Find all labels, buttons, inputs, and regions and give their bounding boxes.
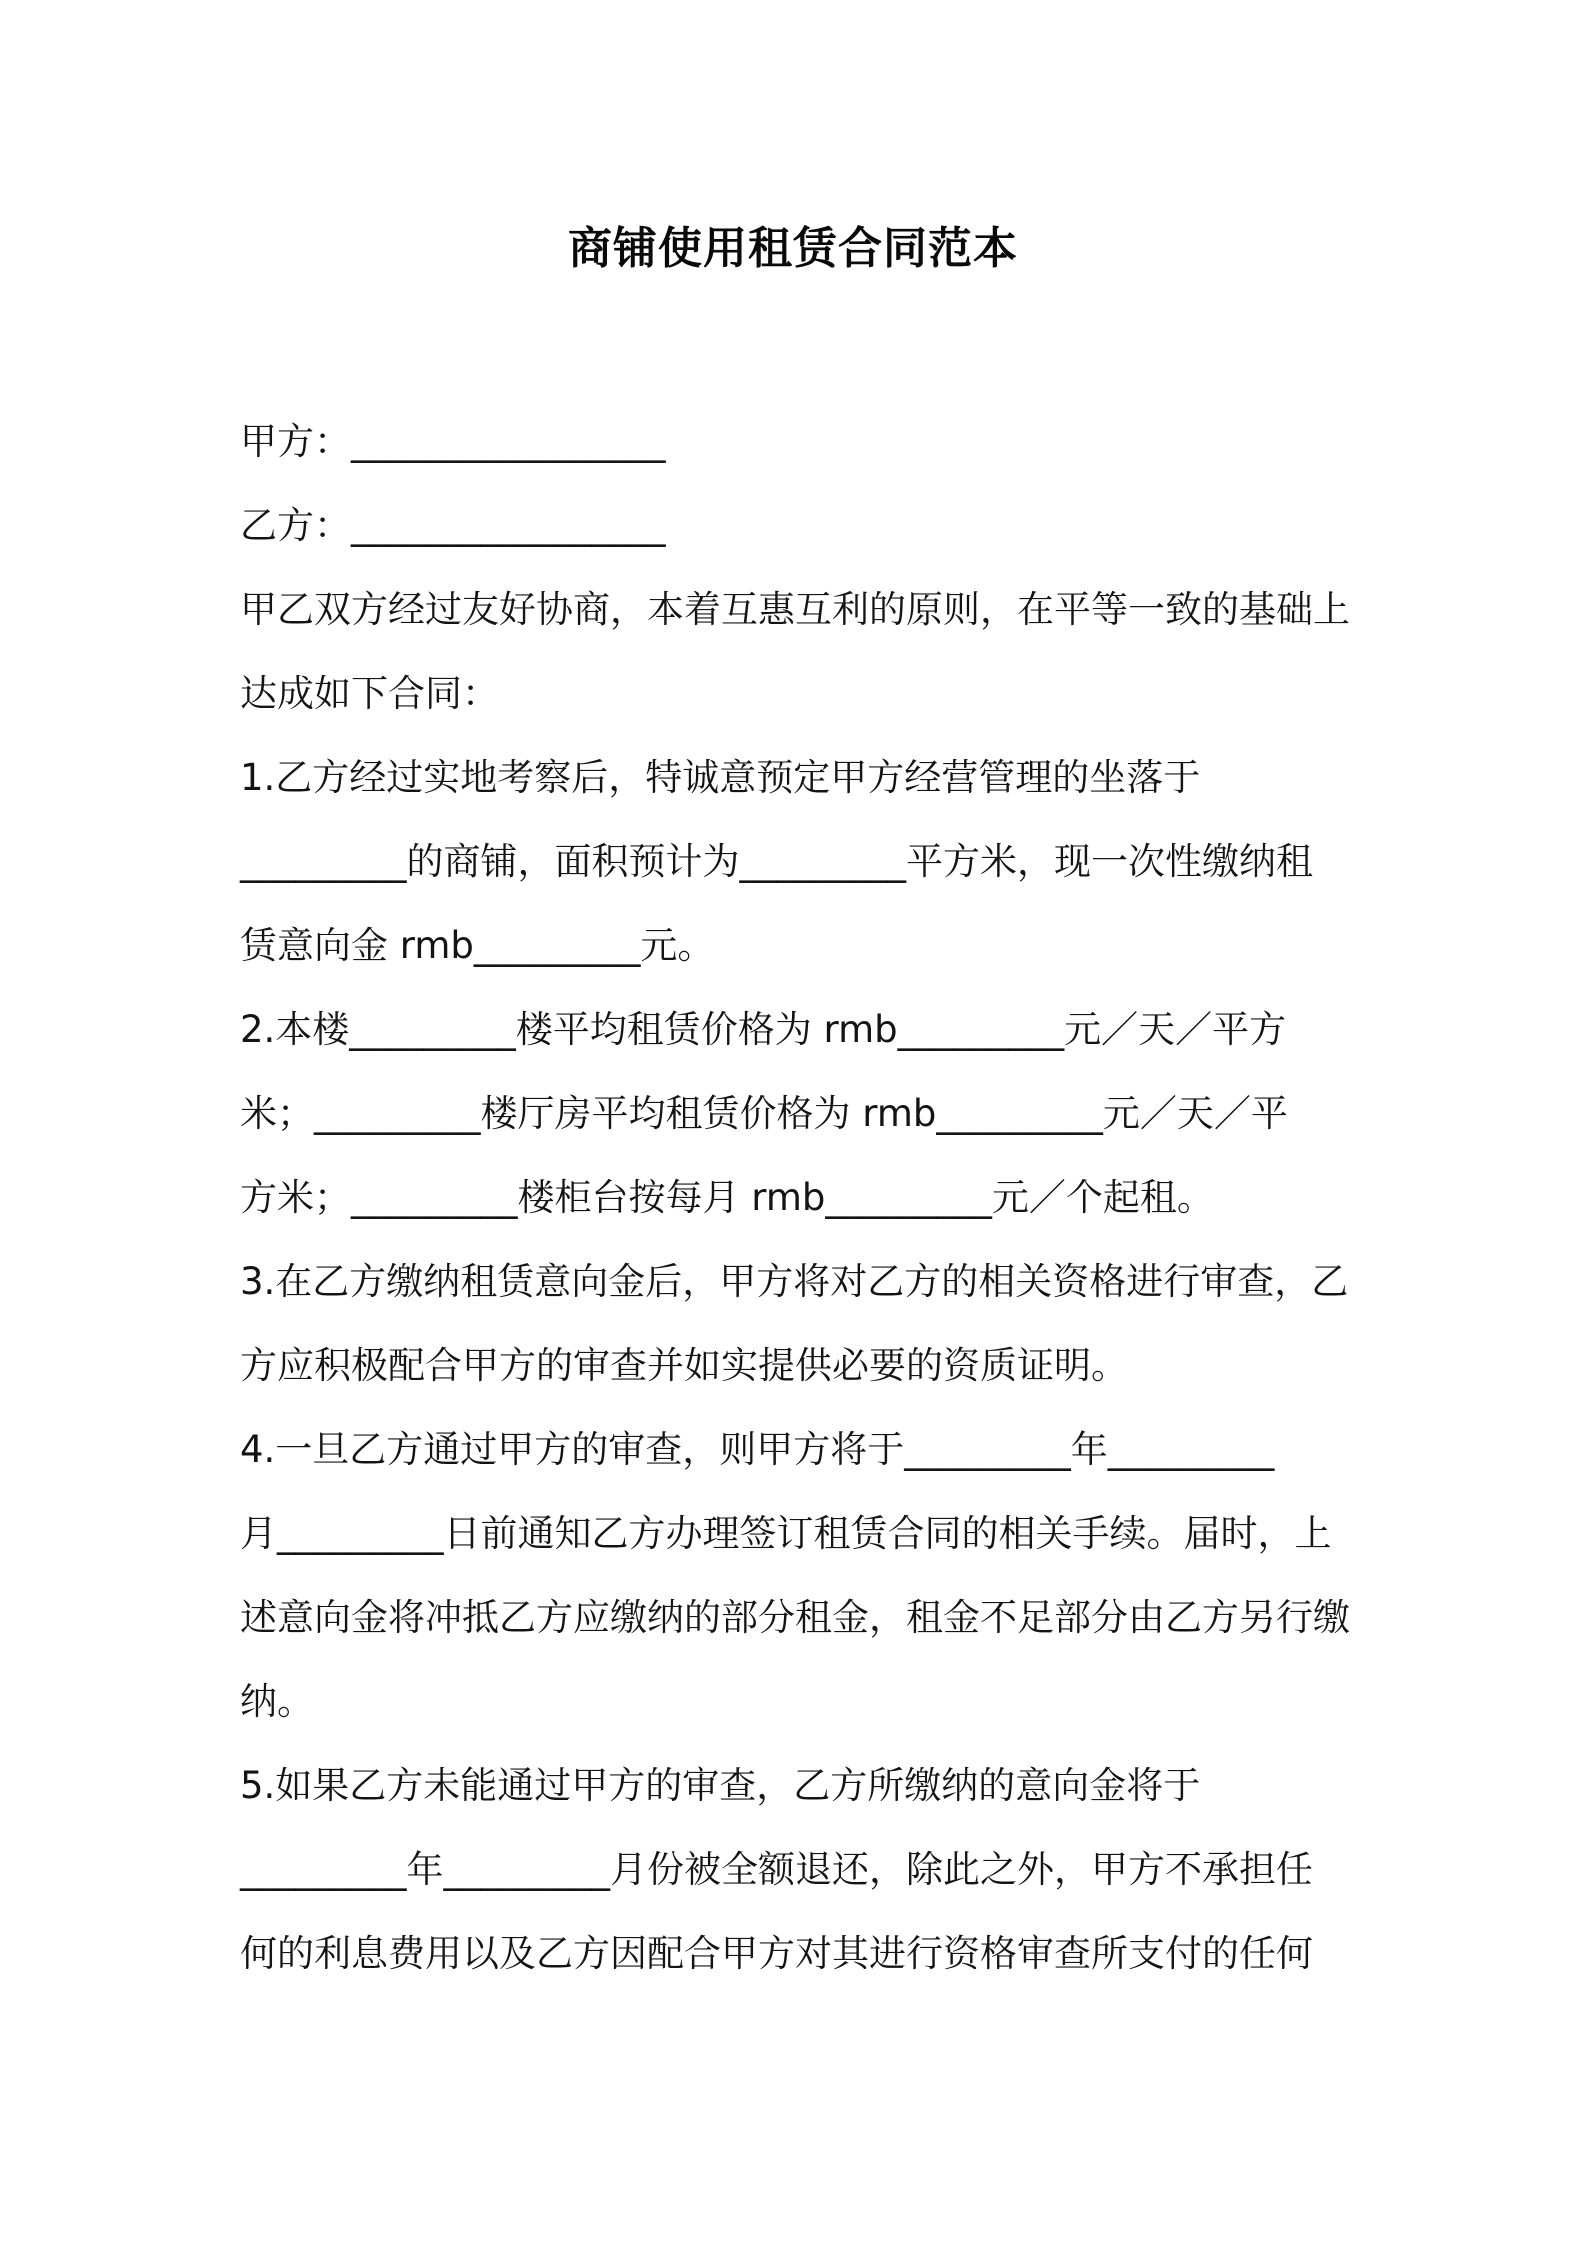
clause-1-line-2: _________的商铺，面积预计为_________平方米，现一次性缴纳租: [240, 840, 1313, 883]
intro-line-2: 达成如下合同：: [240, 672, 499, 715]
clause-4-line-3: 述意向金将冲抵乙方应缴纳的部分租金，租金不足部分由乙方另行缴: [240, 1596, 1350, 1639]
clause-1-line-3: 赁意向金 rmb_________元。: [240, 924, 715, 967]
clause-2-line-2: 米；_________楼厅房平均租赁价格为 rmb_________元／天／平: [240, 1092, 1288, 1135]
intro-line-1: 甲乙双方经过友好协商，本着互惠互利的原则，在平等一致的基础上: [240, 588, 1350, 631]
clause-5-line-1: 5.如果乙方未能通过甲方的审查，乙方所缴纳的意向金将于: [240, 1764, 1201, 1807]
party-a-line: 甲方：_________________: [240, 420, 666, 463]
clause-2-line-1: 2.本楼_________楼平均租赁价格为 rmb_________元／天／平方: [240, 1008, 1287, 1051]
clause-4-line-4: 纳。: [240, 1680, 314, 1723]
party-b-line: 乙方：_________________: [240, 504, 666, 547]
contract-body: [240, 400, 1370, 1996]
clause-5-line-2: _________年_________月份被全额退还，除此之外，甲方不承担任: [240, 1848, 1313, 1891]
clause-2-line-3: 方米；_________楼柜台按每月 rmb_________元／个起租。: [240, 1176, 1214, 1219]
clause-3-line-2: 方应积极配合甲方的审查并如实提供必要的资质证明。: [240, 1344, 1128, 1387]
clause-5-line-3: 何的利息费用以及乙方因配合甲方对其进行资格审查所支付的任何: [240, 1932, 1313, 1975]
clause-4-line-1: 4.一旦乙方通过甲方的审查，则甲方将于_________年_________: [240, 1428, 1275, 1471]
clause-3-line-1: 3.在乙方缴纳租赁意向金后，甲方将对乙方的相关资格进行审查，乙: [240, 1260, 1349, 1303]
document-title: 商铺使用租赁合同范本: [568, 223, 1018, 274]
clause-1-line-1: 1.乙方经过实地考察后，特诚意预定甲方经营管理的坐落于: [240, 756, 1201, 799]
clause-4-line-2: 月_________日前通知乙方办理签订租赁合同的相关手续。届时，上: [240, 1512, 1332, 1555]
